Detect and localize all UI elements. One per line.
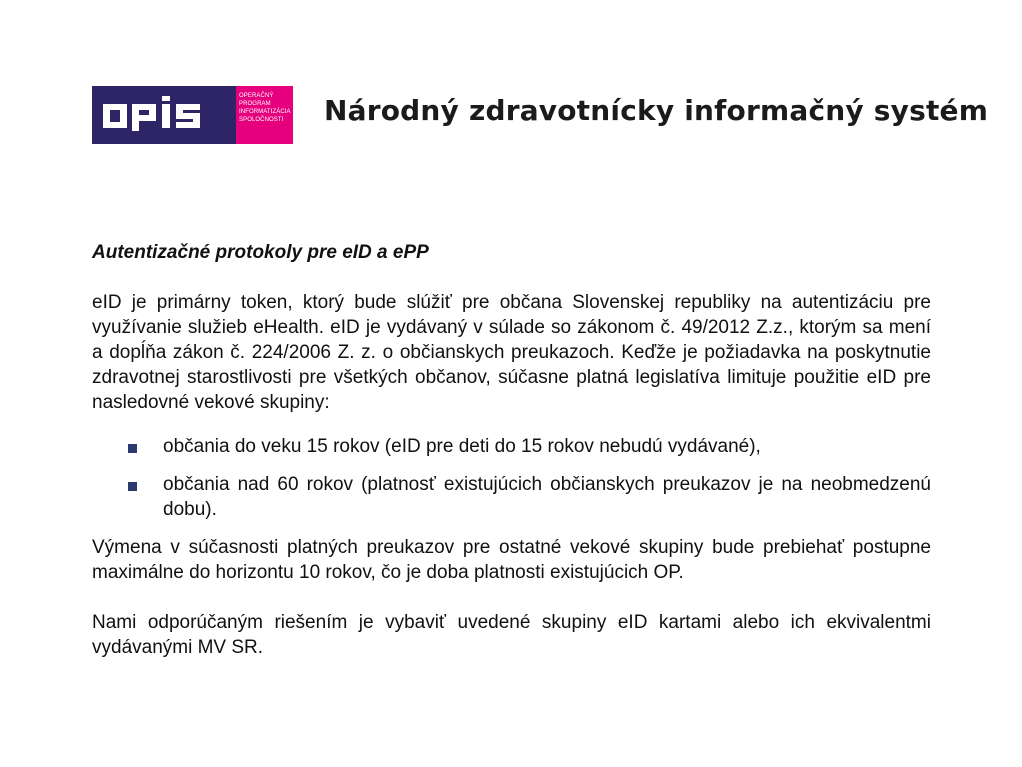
intro-paragraph: eID je primárny token, ktorý bude slúžiť pre občana Slovenskej republiky na autentizáciu pre využívanie služieb eHealth. eID je vydávaný v súlade so zákonom č. 49/2012 Z.z., ktorým sa mení a dopĺňa zákon č. 224/2006 Z. z. o občianskych preukazoch. Keďže je požiadavka na poskytnutie zdravotnej starostlivosti pre všetkých občanov, súčasne platná legislatíva limituje použitie eID pre nasledovné vekové skupiny: <box>92 292 931 413</box>
list-item-text: občania do veku 15 rokov (eID pre deti do 15 rokov nebudú vydávané), <box>163 436 761 457</box>
section-title: Autentizačné protokoly pre eID a ePP <box>92 242 429 263</box>
logo-tagline-line: INFORMATIZÁCIA <box>239 109 291 115</box>
header-title: Národný zdravotnícky informačný systém <box>324 94 989 127</box>
square-bullet-icon <box>128 444 137 453</box>
logo-tagline-line: OPERAČNÝ <box>239 93 274 99</box>
opis-logo <box>92 86 293 144</box>
opis-wordmark-icon <box>101 96 229 134</box>
list-item <box>92 434 931 459</box>
recommendation-paragraph: Nami odporúčaným riešením je vybaviť uvedené skupiny eID kartami alebo ich ekvivalentmi vydávanými MV SR. <box>92 612 931 658</box>
list-item <box>92 472 931 522</box>
square-bullet-icon <box>128 482 137 491</box>
logo-wordmark-block <box>92 86 236 144</box>
logo-tagline <box>236 86 293 144</box>
age-group-list <box>92 434 931 522</box>
logo-tagline-line: SPOLOČNOSTI <box>239 117 284 123</box>
page-header <box>92 86 989 146</box>
slide-content <box>92 240 931 660</box>
logo-tagline-line: PROGRAM <box>239 101 271 107</box>
replacement-paragraph: Výmena v súčasnosti platných preukazov pre ostatné vekové skupiny bude prebiehať postupne maximálne do horizontu 10 rokov, čo je doba platnosti existujúcich OP. <box>92 537 931 583</box>
list-item-text: občania nad 60 rokov (platnosť existujúcich občianskych preukazov je na neobmedzenú dobu). <box>163 474 931 520</box>
